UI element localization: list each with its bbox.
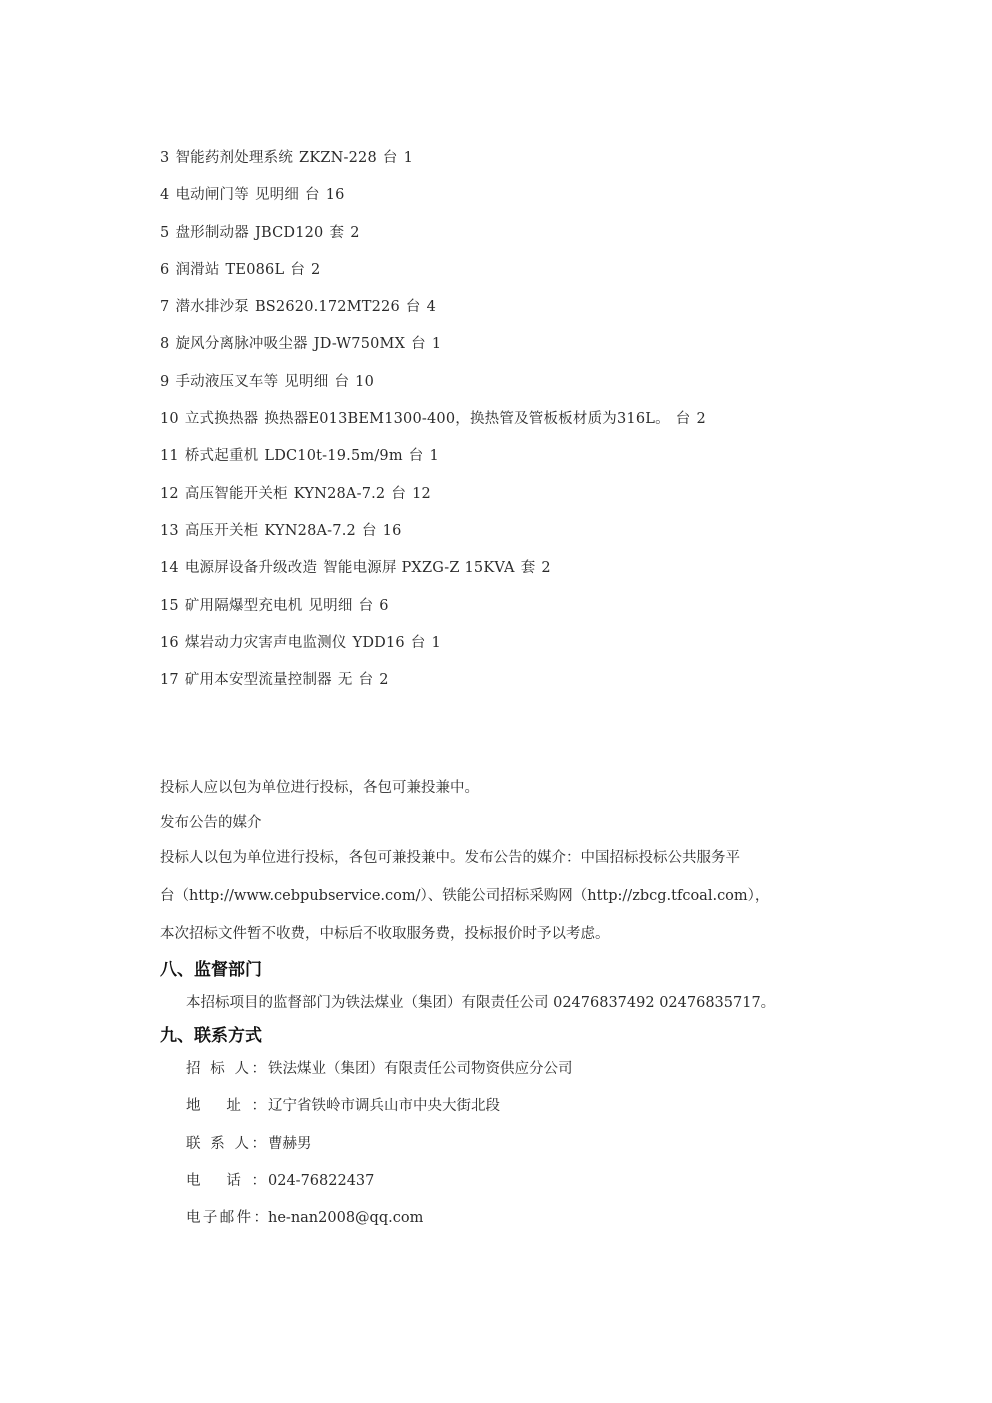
fee-note: 本次招标文件暂不收费，中标后不收取服务费，投标报价时予以考虑。 xyxy=(160,926,610,942)
list-item: 9 手动液压叉车等 见明细 台 10 xyxy=(160,373,375,390)
contact-value: 曹赫男 xyxy=(268,1135,312,1152)
media-paragraph-line-2: 台（http://www.cebpubservice.com/）、铁能公司招标采购网（http://zbcg.tfcoal.com）， xyxy=(160,888,770,904)
supervision-text: 本招标项目的监督部门为铁法煤业（集团）有限责任公司 02476837492 02476835717。 xyxy=(186,995,776,1011)
list-item: 10 立式换热器 换热器E013BEM1300-400，换热管及管板板材质为316L。 台 2 xyxy=(160,411,706,428)
list-item: 16 煤岩动力灾害声电监测仪 YDD16 台 1 xyxy=(160,634,441,651)
contact-label: 招 标 人： xyxy=(186,1061,268,1077)
section-title-contact: 九、联系方式 xyxy=(160,1026,262,1046)
contact-label: 地 址： xyxy=(186,1098,268,1115)
contact-value: 024-76822437 xyxy=(268,1172,375,1189)
contact-row-person xyxy=(186,1132,840,1169)
media-paragraph-line-1: 投标人以包为单位进行投标，各包可兼投兼中。发布公告的媒介：中国招标投标公共服务平 xyxy=(160,850,740,866)
list-item: 6 润滑站 TE086L 台 2 xyxy=(160,261,321,278)
contact-row-bidder xyxy=(186,1057,840,1094)
list-item: 7 潜水排沙泵 BS2620.172MT226 台 4 xyxy=(160,299,437,316)
contact-value: 辽宁省铁岭市调兵山市中央大街北段 xyxy=(268,1098,500,1115)
equipment-list xyxy=(160,146,920,705)
media-heading: 发布公告的媒介 xyxy=(160,815,262,831)
list-item: 4 电动闸门等 见明细 台 16 xyxy=(160,187,345,204)
list-item: 11 桥式起重机 LDC10t-19.5m/9m 台 1 xyxy=(160,448,439,465)
list-item: 3 智能药剂处理系统 ZKZN-228 台 1 xyxy=(160,150,414,166)
announcement-body xyxy=(160,776,840,1243)
contact-row-address xyxy=(186,1094,840,1131)
list-item: 12 高压智能开关柜 KYN28A-7.2 台 12 xyxy=(160,485,431,502)
list-item: 8 旋风分离脉冲吸尘器 JD-W750MX 台 1 xyxy=(160,336,442,353)
section-title-supervision: 八、监督部门 xyxy=(160,960,262,980)
contact-label: 电子邮件： xyxy=(186,1210,268,1227)
contact-label: 电 话： xyxy=(186,1172,268,1189)
contact-row-phone xyxy=(186,1169,840,1206)
list-item: 5 盘形制动器 JBCD120 套 2 xyxy=(160,224,360,241)
contact-list xyxy=(160,1057,840,1243)
list-item: 14 电源屏设备升级改造 智能电源屏 PXZG-Z 15KVA 套 2 xyxy=(160,560,551,577)
list-item: 15 矿用隔爆型充电机 见明细 台 6 xyxy=(160,597,389,614)
list-item: 17 矿用本安型流量控制器 无 台 2 xyxy=(160,672,389,689)
list-item: 13 高压开关柜 KYN28A-7.2 台 16 xyxy=(160,522,402,539)
contact-value: he-nan2008@qq.com xyxy=(268,1210,424,1227)
contact-label: 联 系 人： xyxy=(186,1135,268,1152)
bidding-note: 投标人应以包为单位进行投标，各包可兼投兼中。 xyxy=(160,780,479,796)
contact-row-email xyxy=(186,1206,840,1243)
contact-value: 铁法煤业（集团）有限责任公司物资供应分公司 xyxy=(268,1061,573,1077)
